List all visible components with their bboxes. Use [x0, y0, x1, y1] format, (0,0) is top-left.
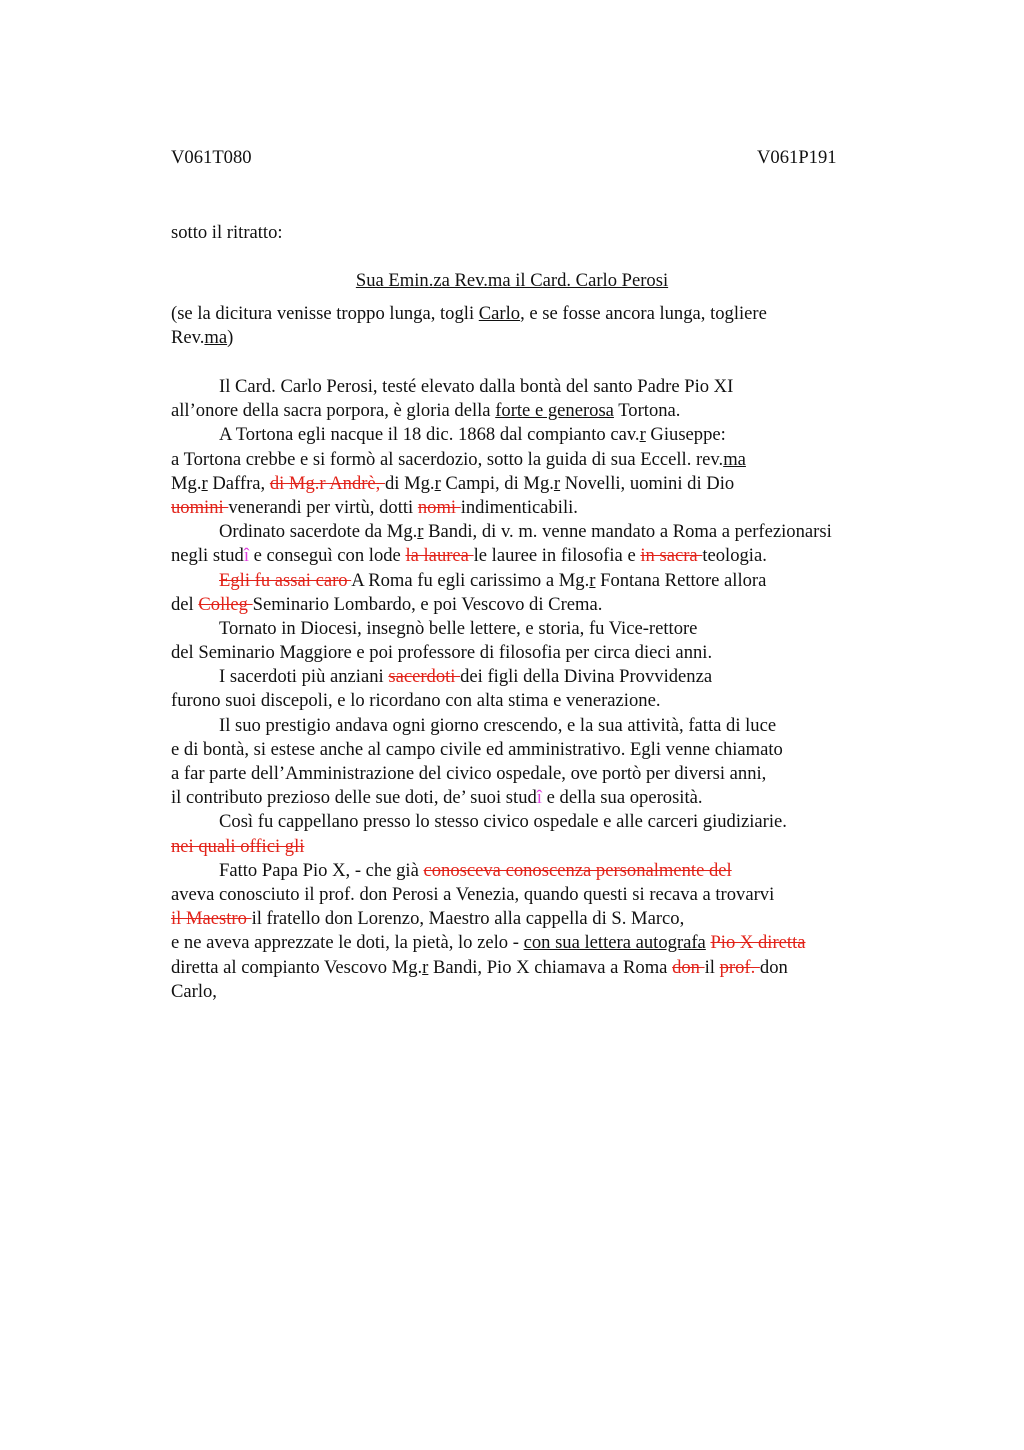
text-line	[171, 617, 931, 641]
text: a far parte dell’Amministrazione del civico ospedale, ove portò per diversi anni,	[171, 763, 767, 784]
text: venerandi per virtù, dotti	[228, 496, 418, 518]
text-line	[171, 375, 931, 399]
text-line	[171, 520, 931, 544]
text: aveva conosciuto il prof. don Perosi a Venezia, quando questi si recava a trovarvi	[171, 883, 775, 905]
deleted-text: nomi	[417, 496, 461, 518]
text-line	[171, 448, 931, 472]
portrait-title: Sua Emin.za Rev.ma il Card. Carlo Perosi	[355, 270, 669, 291]
underlined-abbrev: ma	[723, 448, 746, 470]
deleted-text: conosceva conoscenza personalmente del	[423, 859, 732, 881]
note-ma: ma	[204, 327, 228, 349]
underlined-abbrev: r	[201, 472, 208, 494]
text-line	[171, 399, 931, 423]
text-line	[171, 980, 931, 1004]
text: di Mg.	[384, 472, 435, 494]
text: teologia.	[702, 545, 767, 567]
text-line	[171, 810, 931, 834]
text-line	[171, 762, 931, 786]
text: Così fu cappellano presso lo stesso civico ospedale e alle carceri giudiziarie.	[219, 811, 787, 833]
note-text: (se la dicitura venisse troppo lunga, togli	[171, 303, 479, 324]
text: Tornato in Diocesi, insegnò belle lettere, e storia, fu Vice-rettore	[219, 617, 698, 639]
text: Ordinato sacerdote da Mg.	[219, 521, 418, 543]
note-text: Rev.	[171, 327, 205, 349]
text: del	[171, 593, 199, 615]
deleted-text: don	[672, 956, 705, 978]
text-line	[171, 423, 931, 447]
text: Fatto Papa Pio X, - che già	[219, 859, 424, 881]
text-line	[171, 689, 931, 713]
editorial-note	[171, 302, 861, 350]
text: il fratello don Lorenzo, Maestro alla cappella di S. Marco,	[251, 908, 685, 930]
text: e della sua operosità.	[541, 787, 703, 809]
deleted-text: di Mg.r Andrè,	[269, 472, 385, 494]
text: Daffra,	[207, 472, 270, 494]
text: e di bontà, si estese anche al campo civile ed amministrativo. Egli venne chiamato	[171, 738, 783, 760]
underlined-text: con sua lettera autografa	[523, 932, 706, 954]
underlined-abbrev: r	[639, 424, 646, 446]
text-line	[171, 472, 931, 496]
text: il	[704, 956, 720, 978]
deleted-text: Pio X diretta	[710, 932, 806, 954]
header-left-code: V061T080	[171, 147, 252, 168]
note-text: , e se fosse ancora lunga, togliere	[520, 303, 767, 324]
text: A Roma fu egli carissimo a Mg.	[351, 569, 590, 591]
text: il contributo prezioso delle sue doti, de’ suoi stud	[171, 787, 537, 809]
document-body	[171, 375, 931, 1004]
text-line	[171, 665, 931, 689]
accent-character: î	[243, 545, 249, 567]
header-right-code: V061P191	[757, 147, 837, 168]
text: Fontana Rettore allora	[595, 569, 767, 591]
text: I sacerdoti più anziani	[219, 666, 389, 688]
text: e conseguì con lode	[249, 545, 406, 567]
text: furono suoi discepoli, e lo ricordano con alta stima e venerazione.	[171, 690, 661, 712]
text: negli stud	[171, 545, 244, 567]
text: e ne aveva apprezzate le doti, la pietà, lo zelo -	[171, 932, 524, 954]
text-line	[171, 907, 931, 931]
text: Tortona.	[613, 400, 681, 422]
underlined-abbrev: r	[589, 569, 596, 591]
caption-text: sotto il ritratto:	[171, 222, 283, 243]
text: del Seminario Maggiore e poi professore di filosofia per circa dieci anni.	[171, 642, 713, 664]
text: Il suo prestigio andava ogni giorno crescendo, e la sua attività, fatta di luce	[219, 714, 777, 736]
accent-character: î	[536, 787, 542, 809]
deleted-text: il Maestro	[171, 908, 252, 930]
text-line	[171, 859, 931, 883]
note-text: )	[227, 327, 234, 349]
text: a Tortona crebbe e si formò al sacerdozio, sotto la guida di sua Eccell. rev.	[171, 448, 724, 470]
text: don	[759, 956, 788, 978]
text-line	[171, 883, 931, 907]
deleted-text: Colleg	[198, 593, 253, 615]
text: Bandi, di v. m. venne mandato a Roma a perfezionarsi	[423, 521, 832, 543]
text: Bandi, Pio X chiamava a Roma	[428, 956, 673, 978]
note-carlo: Carlo	[478, 303, 521, 324]
text: Novelli, uomini di Dio	[560, 472, 735, 494]
text: diretta al compianto Vescovo Mg.	[171, 956, 423, 978]
text: indimenticabili.	[460, 496, 578, 518]
text: Il Card. Carlo Perosi, testé elevato dalla bontà del santo Padre Pio XI	[219, 376, 734, 397]
deleted-text: la laurea	[405, 545, 474, 567]
text: dei figli della Divina Provvidenza	[460, 666, 713, 688]
text-line	[171, 496, 931, 520]
underlined-abbrev: r	[417, 521, 424, 543]
deleted-text: in sacra	[640, 545, 703, 567]
text-line	[171, 714, 931, 738]
text: Seminario Lombardo, e poi Vescovo di Crema.	[252, 593, 603, 615]
text-line	[171, 786, 931, 810]
text-line	[171, 569, 931, 593]
deleted-text: sacerdoti	[388, 666, 461, 688]
deleted-text: prof.	[719, 956, 760, 978]
text: le lauree in filosofia e	[473, 545, 641, 567]
text-line	[171, 956, 931, 980]
text-line	[171, 593, 931, 617]
text: A Tortona egli nacque il 18 dic. 1868 dal compianto cav.	[219, 424, 640, 446]
text-line	[171, 641, 931, 665]
underlined-abbrev: r	[422, 956, 429, 978]
deleted-text: uomini	[171, 496, 229, 518]
text-line	[171, 544, 931, 568]
deleted-text: nei quali offici gli	[171, 835, 305, 857]
underlined-abbrev: r	[553, 472, 561, 494]
text: Campi, di Mg.	[440, 472, 554, 494]
underlined-text: forte e generosa	[495, 400, 614, 422]
text: Giuseppe:	[645, 424, 726, 446]
underlined-abbrev: r	[434, 472, 441, 494]
text: Mg.	[171, 472, 202, 494]
text-line	[171, 738, 931, 762]
deleted-text: Egli fu assai caro	[219, 569, 352, 591]
text: all’onore della sacra porpora, è gloria della	[171, 400, 496, 422]
text-line	[171, 835, 931, 859]
text-line	[171, 931, 931, 955]
text: Carlo,	[171, 980, 217, 1002]
